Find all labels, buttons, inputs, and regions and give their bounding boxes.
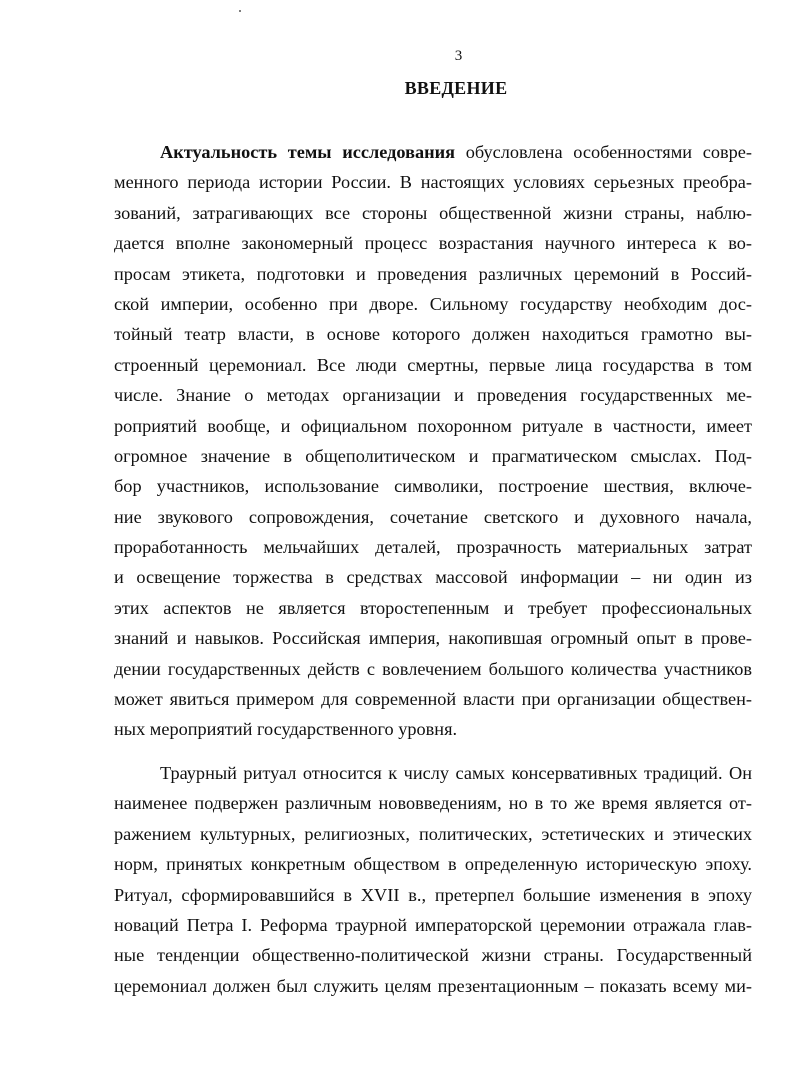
paragraph-line: просам этикета, подготовки и проведения различных церемоний в Россий- (114, 263, 752, 284)
paragraph-line: тойный театр власти, в основе которого должен находиться грамотно вы- (114, 324, 752, 345)
paragraph-relevance (114, 137, 752, 745)
paragraph-line: ные тенденции общественно-политической жизни страны. Государственный (114, 945, 752, 966)
paragraph-line: менного периода истории России. В настоящих условиях серьезных преобра- (114, 172, 752, 193)
line-text: обусловлена особенностями совре- (455, 142, 752, 162)
paragraph-line: ской империи, особенно при дворе. Сильному государству необходим дос- (114, 293, 752, 314)
paragraph-line: этих аспектов не является второстепенным и требует профессиональных (114, 597, 752, 618)
paragraph-line: новаций Петра I. Реформа траурной императорской церемонии отражала глав- (114, 914, 752, 935)
paragraph-line: наименее подвержен различным нововведениям, но в то же время является от- (114, 793, 752, 814)
paragraph-line: ние звукового сопровождения, сочетание светского и духовного начала, (114, 506, 752, 527)
paragraph-line: знаний и навыков. Российская империя, накопившая огромный опыт в прове- (114, 628, 752, 649)
paragraph-funeral-ritual (114, 758, 752, 1001)
paragraph-line: числе. Знание о методах организации и проведения государственных ме- (114, 385, 752, 406)
paragraph-line: дается вполне закономерный процесс возрастания научного интереса к во- (114, 233, 752, 254)
paragraph-line: норм, принятых конкретным обществом в определенную историческую эпоху. (114, 854, 752, 875)
bold-lead-phrase: Актуальность темы исследования (160, 142, 456, 162)
paragraph-line: проработанность мельчайших деталей, прозрачность материальных затрат (114, 537, 752, 558)
scan-artifact (239, 10, 241, 12)
paragraph-line (114, 137, 752, 167)
paragraph-line: Траурный ритуал относится к числу самых консервативных традиций. Он (160, 763, 752, 783)
paragraph-line: роприятий вообще, и официальном похоронном ритуале в частности, имеет (114, 415, 752, 436)
paragraph-line: может явиться примером для современной власти при организации обществен- (114, 689, 752, 710)
paragraph-line: Ритуал, сформировавшийся в XVII в., претерпел большие изменения в эпоху (114, 884, 752, 905)
paragraph-line: ражением культурных, религиозных, политических, эстетических и этических (114, 823, 752, 844)
paragraph-line: ных мероприятий государственного уровня. (114, 719, 458, 740)
paragraph-line: дении государственных действ с вовлечением большого количества участников (114, 658, 752, 679)
paragraph-line: церемониал должен был служить целям презентационным – показать всему ми- (114, 975, 752, 996)
page-number: 3 (454, 48, 463, 64)
paragraph-line: зований, затрагивающих все стороны общественной жизни страны, наблю- (114, 202, 752, 223)
paragraph-line: бор участников, использование символики, построение шествия, включе- (114, 476, 752, 497)
paragraph-line: строенный церемониал. Все люди смертны, первые лица государства в том (114, 354, 752, 375)
section-heading: ВВЕДЕНИЕ (404, 78, 508, 98)
paragraph-line: огромное значение в общеполитическом и прагматическом смыслах. Под- (114, 445, 752, 466)
paragraph-line: и освещение торжества в средствах массовой информации – ни один из (114, 567, 752, 588)
